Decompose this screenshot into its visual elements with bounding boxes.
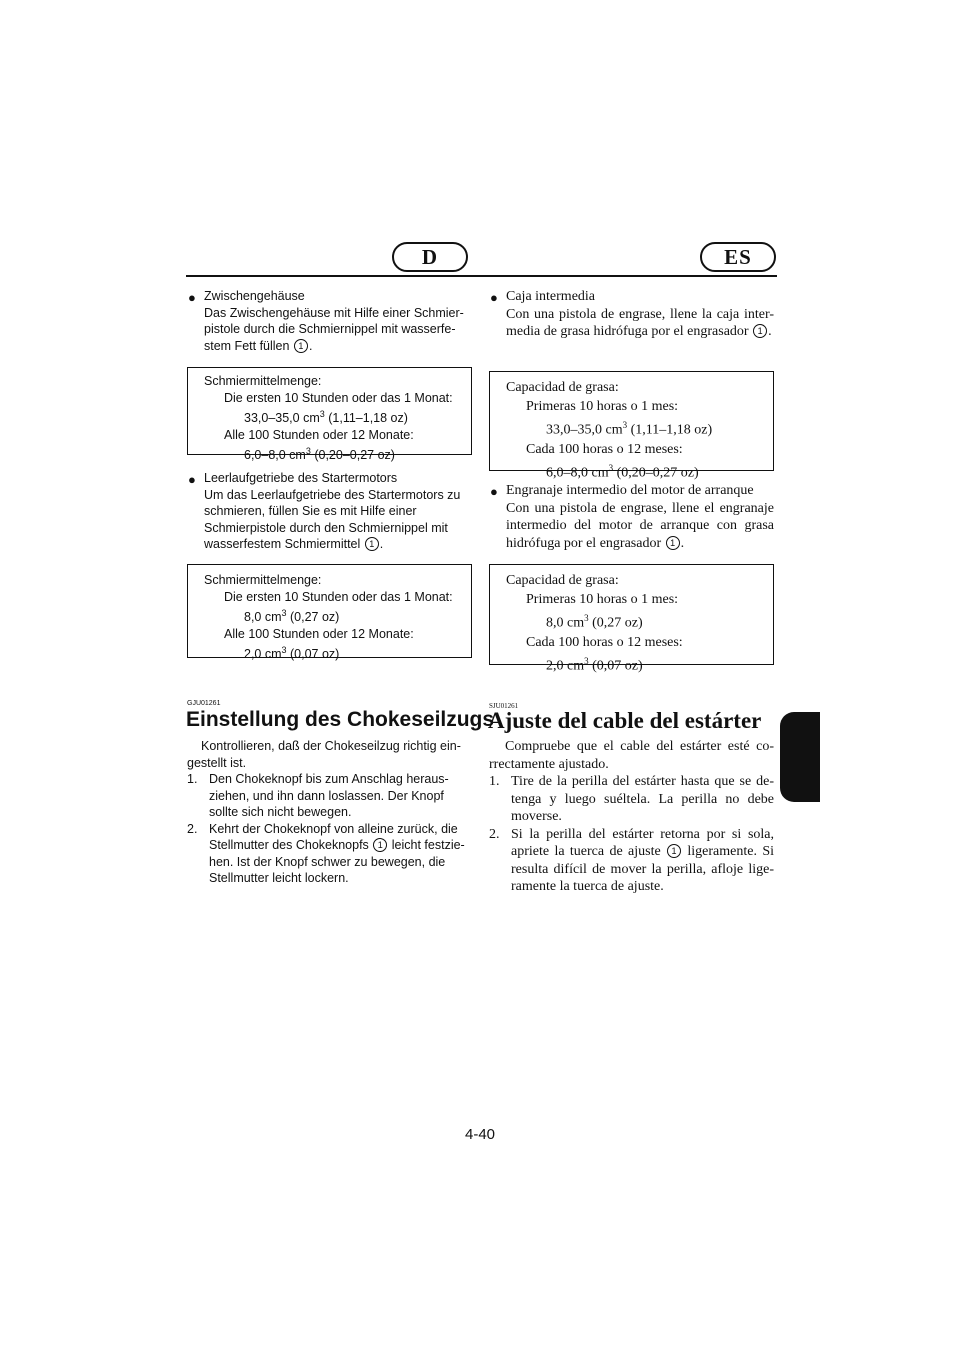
box-line: Die ersten 10 Stunden oder das 1 Monat: [224, 589, 453, 604]
box-title: Schmiermittelmenge: [204, 573, 322, 587]
box-title: Capacidad de grasa: [506, 380, 619, 395]
box-line: 2,0 $cm^3$ (0,07 oz) [244, 645, 340, 662]
de-section-code: GJU01261 [187, 700, 221, 707]
de-intro: Kontrollieren, daß der Chokeseilzug richtig ein- gestellt ist. [187, 739, 461, 770]
es-step-1: 1. Tire de la perilla del estárter hasta que se de- tenga y luego suéltela. La perilla no debe moverse. [489, 774, 774, 824]
box-line: 6,0–8,0 $cm^3$ (0,20–0,27 oz) [244, 446, 395, 463]
es-bullet1-title: Caja intermedia [506, 289, 596, 304]
de-bullet-zwischengehaeuse: ● Zwischengehäuse Das Zwischengehäuse mit Hilfe einer Schmier- pistole durch die Schmiernippel mit wasserfe- stem Fett füllen 1 . [188, 288, 472, 354]
language-badge-es: ES [700, 242, 776, 272]
de-bullet1-title: Zwischengehäuse [204, 289, 305, 303]
es-bullet2-title: Engranaje intermedio del motor de arranque [506, 483, 754, 498]
de-bullet2-body: Um das Leerlaufgetriebe des Startermotors zu schmieren, füllen Sie es mit Hilfe einer Schmierpistole durch den Schmiernippel mit wasserfestem Schmiermittel [204, 487, 461, 551]
de-step-2: 2. Kehrt der Chokeknopf von alleine zurück, die Stellmutter des Chokeknopfs 1 leicht festzie- hen. Ist der Knopf schwer zu bewegen, die Stellmutter leicht lockern. [187, 821, 465, 885]
box-line: 33,0–35,0 $cm^3$ (1,11–1,18 oz) [244, 409, 408, 426]
box-line: Alle 100 Stunden oder 12 Monate: [224, 626, 414, 641]
de-grease-box-1 [187, 367, 472, 463]
box-line: 8,0 $cm^3$ (0,27 oz) [244, 608, 340, 625]
de-step-1: 1. Den Chokeknopf bis zum Anschlag heraus- ziehen, und ihn dann loslassen. Der Knopf sollte sich nicht bewegen. [187, 772, 449, 819]
box-line: Die ersten 10 Stunden oder das 1 Monat: [224, 390, 453, 405]
es-grease-box-1 [489, 371, 774, 481]
language-badge-de: D [392, 242, 468, 272]
box-title: Capacidad de grasa: [506, 573, 619, 588]
es-section-body [489, 738, 774, 896]
ref-mark-1-icon: 1 [753, 324, 767, 338]
box-line: Primeras 10 horas o 1 mes: [526, 592, 679, 607]
de-bullet2-title: Leerlaufgetriebe des Startermotors [204, 471, 398, 485]
box-line: Cada 100 horas o 12 meses: [526, 441, 683, 457]
page-number: 4-40 [464, 1126, 496, 1143]
box-line: 8,0 $cm^3$ (0,27 oz) [546, 613, 643, 631]
es-intro: Compruebe que el cable del estárter esté co- rrectamente ajustado. [489, 739, 774, 772]
box-line: 6,0–8,0 $cm^3$ (0,20–0,27 oz) [546, 462, 699, 481]
de-grease-box-2 [187, 564, 472, 662]
es-bullet-caja-intermedia: ● Caja intermedia Con una pistola de engrase, llene la caja inter- media de grasa hidrófuga por el engrasador 1 . [490, 289, 774, 339]
box-line: Cada 100 horas o 12 meses: [526, 634, 683, 650]
de-section-body [187, 738, 472, 887]
de-section-heading: Einstellung des Chokeseilzugs [186, 708, 495, 731]
es-section-heading: Ajuste del cable del estárter [488, 708, 762, 733]
box-line: 33,0–35,0 $cm^3$ (1,11–1,18 oz) [546, 420, 713, 438]
es-grease-box-2 [489, 564, 774, 674]
bullet-icon: ● [490, 290, 498, 305]
chapter-tab [780, 712, 820, 802]
es-bullet2-body: Con una pistola de engrase, llene el engranaje intermedio del motor de arranque con grasa hidrófuga por el engrasador [506, 500, 774, 551]
ref-mark-1-icon: 1 [373, 838, 387, 852]
ref-mark-1-icon: 1 [294, 339, 308, 353]
ref-mark-1-icon: 1 [365, 537, 379, 551]
de-bullet-leerlaufgetriebe: ● Leerlaufgetriebe des Startermotors Um das Leerlaufgetriebe des Startermotors zu schmieren, füllen Sie es mit Hilfe einer Schmierpistole durch den Schmiernippel mit wasserfestem Schmiermittel 1 . [188, 470, 472, 553]
es-bullet1-body: Con una pistola de engrase, llene la caja inter- media de grasa hidrófuga por el engrasador [506, 306, 774, 339]
box-line: Primeras 10 horas o 1 mes: [526, 399, 679, 414]
es-section-code: SJU01261 [489, 702, 519, 710]
header-rule [186, 275, 777, 277]
bullet-icon: ● [188, 290, 196, 305]
es-bullet-engranaje: ● Engranaje intermedio del motor de arranque Con una pistola de engrase, llene el engranaje intermedio del motor de arranque con grasa hidrófuga por el engrasador 1 . [490, 483, 774, 551]
ref-mark-1-icon: 1 [666, 536, 680, 550]
es-step-2: 2. Si la perilla del estárter retorna por si sola, apriete la tuerca de ajuste 1 ligeramente. Si resulta difícil de mover la perilla, afloje lige- ramente la tuerca de ajuste. [489, 826, 774, 894]
box-line: 2,0 $cm^3$ (0,07 oz) [546, 655, 643, 674]
de-bullet1-body: Das Zwischengehäuse mit Hilfe einer Schmier- pistole durch die Schmiernippel mit wasserfe- stem Fett füllen [204, 305, 464, 353]
bullet-icon: ● [490, 484, 498, 499]
box-title: Schmiermittelmenge: [204, 374, 322, 388]
bullet-icon: ● [188, 472, 196, 487]
box-line: Alle 100 Stunden oder 12 Monate: [224, 427, 414, 442]
ref-mark-1-icon: 1 [667, 844, 681, 858]
